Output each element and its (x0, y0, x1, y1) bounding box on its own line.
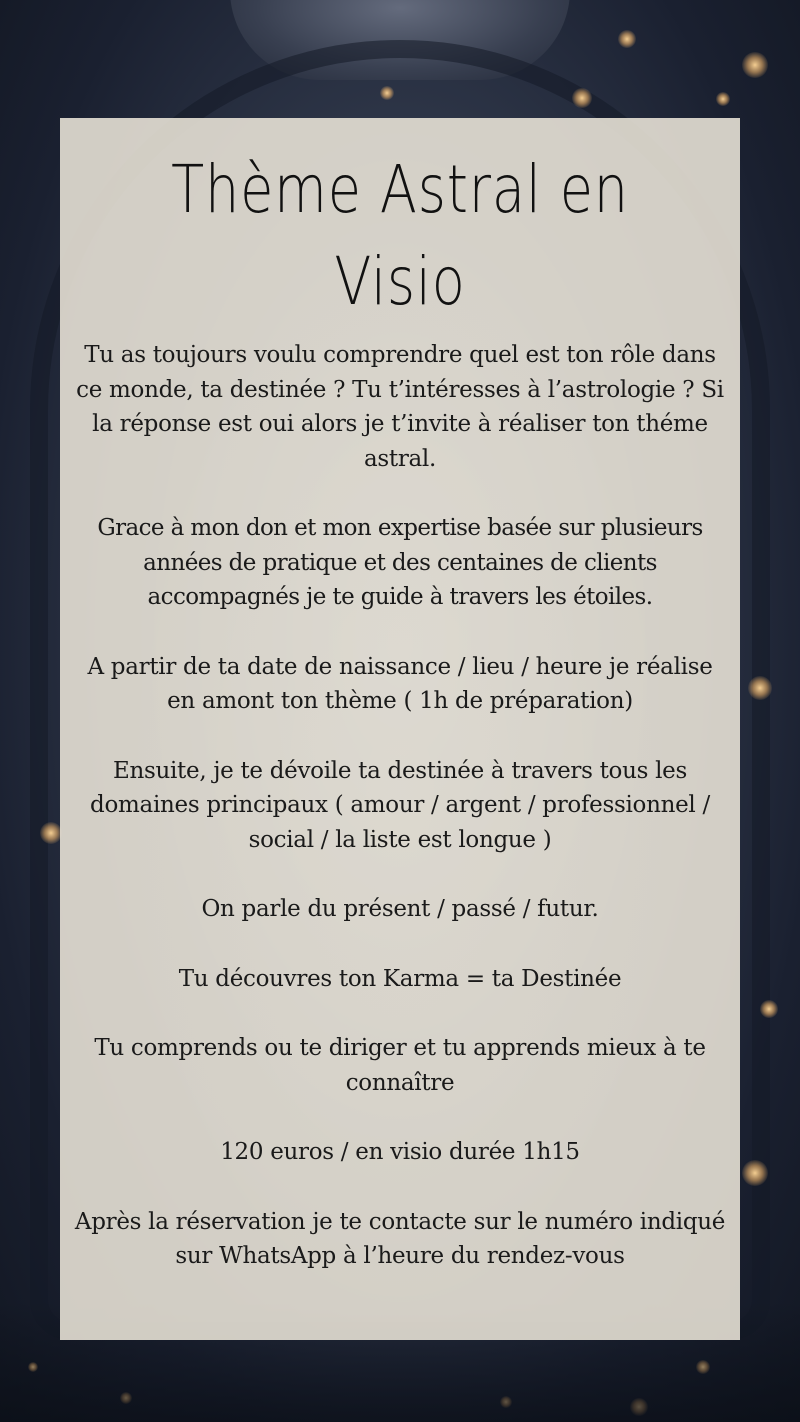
description-body (72, 338, 728, 1309)
paragraph-intro: Tu as toujours voulu comprendre quel est ton rôle dans ce monde, ta destinée ? Tu t’intéresses à l’astrologie ? Si la réponse est oui alors je t’invite à réaliser ton théme astral. (76, 342, 724, 472)
paragraph-karma: Tu découvres ton Karma = ta Destinée (178, 965, 622, 992)
price-text: 120 euros / en visio durée 1h15 (220, 1139, 580, 1165)
paragraph-understand: Tu comprends ou te diriger et tu apprends mieux à te connaître (94, 1035, 706, 1096)
bokeh-light (40, 822, 62, 844)
bokeh-light (748, 676, 772, 700)
paragraph-preparation: A partir de ta date de naissance / lieu / heure je réalise en amont ton thème ( 1h de préparation) (87, 653, 713, 714)
bokeh-light (760, 1000, 778, 1018)
bokeh-light (572, 88, 592, 108)
paragraph-expertise: Grace à mon don et mon expertise basée sur plusieurs années de pratique et des centaines de clients accompagnés je te guide à travers les étoiles. (97, 515, 703, 610)
paragraph-time: On parle du présent / passé / futur. (201, 896, 599, 922)
bokeh-light (742, 1160, 768, 1186)
bokeh-light (742, 52, 768, 78)
page-title: Thème Astral en Visio (171, 151, 629, 320)
paragraph-booking: Après la réservation je te contacte sur le numéro indiqué sur WhatsApp à l’heure du rendez-vous (74, 1208, 726, 1269)
bokeh-light (380, 86, 394, 100)
bokeh-light (716, 92, 730, 106)
paragraph-reveal: Ensuite, je te dévoile ta destinée à travers tous les domaines principaux ( amour / argent / professionnel / social / la liste est longue ) (90, 757, 710, 853)
content-card (60, 118, 740, 1340)
bokeh-light (618, 30, 636, 48)
